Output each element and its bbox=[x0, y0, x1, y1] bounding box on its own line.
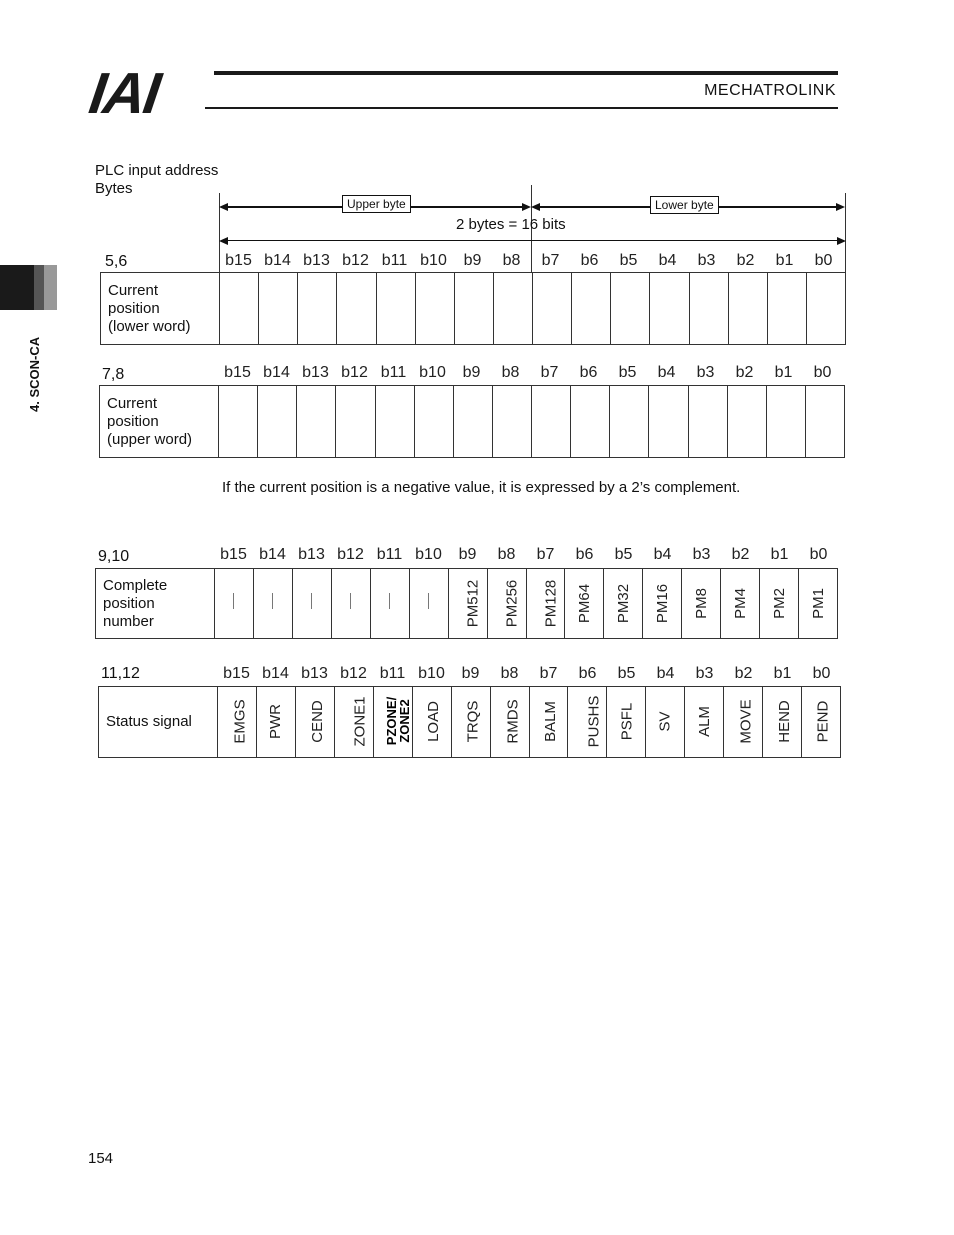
bit-label-row bbox=[214, 546, 838, 564]
bit-cell-b5 bbox=[604, 569, 643, 639]
bit-label-b15: b15 bbox=[225, 252, 252, 269]
negative-value-note: If the current position is a negative value, it is expressed by a 2’s complement. bbox=[222, 479, 741, 496]
register-address: 9,10 bbox=[98, 548, 130, 565]
bit-label-b10: b10 bbox=[415, 546, 442, 563]
total-arrow-left-head bbox=[219, 237, 228, 245]
bit-label-b15: b15 bbox=[224, 364, 251, 381]
signal-label: PM4 bbox=[731, 587, 749, 619]
bit-label-b1: b1 bbox=[775, 252, 794, 269]
bit-cell-b12 bbox=[334, 687, 373, 758]
register-name-line: (lower word) bbox=[108, 317, 191, 335]
bit-label-b8: b8 bbox=[497, 546, 516, 563]
bit-label-b0: b0 bbox=[814, 252, 833, 269]
signal-label: PM256 bbox=[502, 579, 520, 627]
bit-cell-b11 bbox=[370, 569, 409, 639]
bit-label-b5: b5 bbox=[619, 252, 638, 269]
register-table-status-signal bbox=[98, 686, 841, 758]
bit-label-b12: b12 bbox=[340, 665, 367, 682]
bit-label-b2: b2 bbox=[731, 546, 750, 563]
unused-bit-mark bbox=[428, 593, 429, 609]
upper-byte-label: Upper byte bbox=[342, 195, 411, 213]
bit-cell-b13 bbox=[292, 569, 331, 639]
signal-label: PWR bbox=[267, 704, 285, 739]
bit-cell-b3 bbox=[688, 386, 727, 458]
table-row bbox=[96, 569, 838, 639]
upper-byte-arrow-left-head bbox=[219, 203, 228, 211]
upper-byte-arrow-right-head bbox=[522, 203, 531, 211]
signal-label: ALM bbox=[695, 706, 713, 737]
register-name bbox=[99, 687, 218, 758]
bit-label-b12: b12 bbox=[341, 364, 368, 381]
register-name-line: position bbox=[103, 594, 155, 612]
plc-input-address-text: PLC input address bbox=[95, 162, 219, 179]
bit-cell-b0 bbox=[802, 687, 841, 758]
signal-label: MOVE bbox=[737, 699, 755, 744]
bit-cell-b13 bbox=[295, 687, 334, 758]
bit-cell-b15 bbox=[219, 386, 258, 458]
register-name-line: number bbox=[103, 612, 154, 630]
register-address: 7,8 bbox=[102, 366, 125, 383]
bit-cell-b11 bbox=[375, 386, 414, 458]
bit-label-b12: b12 bbox=[337, 546, 364, 563]
bit-label-b7: b7 bbox=[540, 364, 559, 381]
bit-label-b1: b1 bbox=[774, 364, 793, 381]
bit-label-b9: b9 bbox=[463, 252, 482, 269]
signal-label: PEND bbox=[814, 700, 832, 743]
bit-cell-b6 bbox=[568, 687, 607, 758]
total-bits-arrow bbox=[224, 240, 840, 241]
bit-cell-b13 bbox=[297, 386, 336, 458]
bit-cell-b7 bbox=[533, 273, 572, 345]
signal-label: PSFL bbox=[617, 702, 635, 741]
bit-cell-b4 bbox=[649, 386, 688, 458]
bit-label-b2: b2 bbox=[735, 364, 754, 381]
table-row bbox=[99, 687, 841, 758]
bit-cell-b5 bbox=[610, 386, 649, 458]
bit-label-b15: b15 bbox=[220, 546, 247, 563]
register-address: 5,6 bbox=[105, 253, 128, 270]
bit-label-b13: b13 bbox=[301, 665, 328, 682]
bit-label-b2: b2 bbox=[734, 665, 753, 682]
bit-cell-b9 bbox=[453, 386, 492, 458]
signal-label: PM32 bbox=[615, 583, 633, 623]
bit-cell-b15 bbox=[215, 569, 254, 639]
unused-bit-mark bbox=[311, 593, 312, 609]
bit-label-b3: b3 bbox=[697, 252, 716, 269]
bit-label-b6: b6 bbox=[578, 665, 597, 682]
bit-cell-b8 bbox=[492, 386, 531, 458]
signal-label: BALM bbox=[541, 701, 559, 742]
iai-logo: IAI bbox=[85, 61, 163, 126]
bit-cell-b7 bbox=[532, 386, 571, 458]
bit-cell-b12 bbox=[331, 569, 370, 639]
bit-cell-b0 bbox=[799, 569, 838, 639]
bit-cell-b6 bbox=[571, 386, 610, 458]
register-name-line: Status signal bbox=[106, 713, 192, 730]
register-name bbox=[96, 569, 215, 639]
bit-label-b10: b10 bbox=[419, 364, 446, 381]
bit-label-b15: b15 bbox=[223, 665, 250, 682]
register-name-line: Current bbox=[107, 394, 158, 412]
bit-label-b13: b13 bbox=[298, 546, 325, 563]
signal-label: ZONE1 bbox=[351, 696, 369, 747]
bit-label-row bbox=[217, 665, 841, 683]
register-name-line: (upper word) bbox=[107, 430, 193, 448]
bit-label-b1: b1 bbox=[773, 665, 792, 682]
signal-label: HEND bbox=[775, 700, 793, 743]
register-table-complete-position bbox=[95, 568, 838, 639]
page-number: 154 bbox=[88, 1150, 114, 1167]
lower-byte-arrow-left-head bbox=[531, 203, 540, 211]
bit-cell-b2 bbox=[728, 273, 767, 345]
bit-label-b6: b6 bbox=[575, 546, 594, 563]
bit-label-b3: b3 bbox=[696, 364, 715, 381]
bit-cell-b9 bbox=[448, 569, 487, 639]
bit-label-b0: b0 bbox=[812, 665, 831, 682]
signal-label: EMGS bbox=[231, 699, 249, 744]
bit-cell-b14 bbox=[258, 386, 297, 458]
bit-label-b0: b0 bbox=[813, 364, 832, 381]
bit-cell-b3 bbox=[689, 273, 728, 345]
bit-cell-b3 bbox=[685, 687, 724, 758]
signal-label: CEND bbox=[308, 700, 326, 743]
lower-byte-arrow-right-head bbox=[836, 203, 845, 211]
signal-label: PM1 bbox=[809, 587, 827, 619]
bit-label-b8: b8 bbox=[501, 364, 520, 381]
bit-label-b6: b6 bbox=[579, 364, 598, 381]
header-product-label: MECHATROLINK bbox=[704, 82, 836, 99]
bit-cell-b12 bbox=[337, 273, 376, 345]
bit-cell-b13 bbox=[298, 273, 337, 345]
bit-cell-b8 bbox=[487, 569, 526, 639]
bit-label-b14: b14 bbox=[262, 665, 289, 682]
signal-label: PM64 bbox=[576, 583, 594, 623]
lower-byte-label: Lower byte bbox=[650, 196, 719, 214]
signal-label: PM128 bbox=[541, 579, 559, 627]
bit-cell-b7 bbox=[526, 569, 565, 639]
bit-cell-b8 bbox=[490, 687, 529, 758]
bit-label-b9: b9 bbox=[461, 665, 480, 682]
bit-label-b5: b5 bbox=[618, 364, 637, 381]
register-name-line: Current bbox=[108, 281, 159, 299]
bit-cell-b2 bbox=[721, 569, 760, 639]
bit-label-b4: b4 bbox=[653, 546, 672, 563]
bit-label-b5: b5 bbox=[614, 546, 633, 563]
table-row bbox=[100, 386, 845, 458]
bit-label-b13: b13 bbox=[303, 252, 330, 269]
register-name-line: position bbox=[108, 299, 160, 317]
bit-cell-b10 bbox=[409, 569, 448, 639]
bit-cell-b4 bbox=[650, 273, 689, 345]
signal-label: SV bbox=[656, 711, 674, 732]
total-arrow-right-head bbox=[837, 237, 846, 245]
register-table-current-position-lower bbox=[100, 272, 846, 345]
bit-label-b3: b3 bbox=[695, 665, 714, 682]
header-rule-thick bbox=[214, 71, 838, 75]
bit-label-b4: b4 bbox=[658, 252, 677, 269]
bit-label-b8: b8 bbox=[502, 252, 521, 269]
signal-label: LOAD bbox=[424, 701, 442, 742]
bit-label-b4: b4 bbox=[657, 364, 676, 381]
bit-cell-b7 bbox=[529, 687, 568, 758]
bit-label-row bbox=[218, 364, 842, 382]
bit-label-b14: b14 bbox=[263, 364, 290, 381]
bit-cell-b10 bbox=[415, 273, 454, 345]
signal-label: TRQS bbox=[463, 700, 481, 743]
bit-label-b14: b14 bbox=[259, 546, 286, 563]
bit-cell-b6 bbox=[572, 273, 611, 345]
register-name-line: position bbox=[107, 412, 159, 430]
bit-cell-b1 bbox=[760, 569, 799, 639]
header-rule-bottom bbox=[205, 107, 838, 109]
register-name bbox=[101, 273, 220, 345]
bit-cell-b9 bbox=[454, 273, 493, 345]
chapter-tab-label: 4. SCON-CA bbox=[27, 336, 42, 412]
bit-cell-b10 bbox=[412, 687, 451, 758]
bit-cell-b10 bbox=[414, 386, 453, 458]
register-name-line: Complete bbox=[103, 576, 168, 594]
bit-cell-b2 bbox=[724, 687, 763, 758]
signal-label: PZONE/ ZONE2 bbox=[383, 696, 412, 745]
unused-bit-mark bbox=[272, 593, 273, 609]
bit-cell-b5 bbox=[611, 273, 650, 345]
table-row bbox=[101, 273, 846, 345]
bit-label-b13: b13 bbox=[302, 364, 329, 381]
bit-cell-b1 bbox=[763, 687, 802, 758]
signal-label: PM8 bbox=[692, 587, 710, 619]
bit-cell-b8 bbox=[493, 273, 532, 345]
unused-bit-mark bbox=[389, 593, 390, 609]
bit-cell-b1 bbox=[766, 386, 805, 458]
bit-label-b10: b10 bbox=[420, 252, 447, 269]
bit-cell-b9 bbox=[451, 687, 490, 758]
bit-cell-b15 bbox=[218, 687, 257, 758]
bit-label-b5: b5 bbox=[617, 665, 636, 682]
signal-label: RMDS bbox=[504, 699, 522, 744]
bit-cell-b0 bbox=[806, 273, 845, 345]
signal-label: PM16 bbox=[654, 583, 672, 623]
bit-cell-b14 bbox=[253, 569, 292, 639]
signal-label: PM2 bbox=[770, 587, 788, 619]
register-table-current-position-upper bbox=[99, 385, 845, 458]
register-name bbox=[100, 386, 219, 458]
bytes-text: Bytes bbox=[95, 180, 133, 197]
bit-cell-b5 bbox=[607, 687, 646, 758]
bit-label-b6: b6 bbox=[580, 252, 599, 269]
register-address: 11,12 bbox=[101, 665, 140, 682]
bit-cell-b3 bbox=[682, 569, 721, 639]
bit-label-b11: b11 bbox=[380, 364, 407, 381]
bit-cell-b2 bbox=[727, 386, 766, 458]
unused-bit-mark bbox=[233, 593, 234, 609]
byte-boundary-right bbox=[845, 193, 846, 273]
total-bits-label: 2 bytes = 16 bits bbox=[456, 216, 566, 233]
bit-cell-b6 bbox=[565, 569, 604, 639]
bit-cell-b14 bbox=[256, 687, 295, 758]
bit-label-b3: b3 bbox=[692, 546, 711, 563]
bit-cell-b1 bbox=[767, 273, 806, 345]
bit-label-b0: b0 bbox=[809, 546, 828, 563]
plc-address-label bbox=[95, 162, 218, 198]
chapter-tab-marker bbox=[0, 265, 57, 310]
bit-label-row bbox=[219, 252, 843, 270]
signal-label: PUSHS bbox=[585, 695, 603, 748]
bit-label-b12: b12 bbox=[342, 252, 369, 269]
bit-cell-b4 bbox=[643, 569, 682, 639]
bit-label-b14: b14 bbox=[264, 252, 291, 269]
bit-label-b9: b9 bbox=[458, 546, 477, 563]
signal-label: PM512 bbox=[463, 579, 481, 627]
bit-cell-b11 bbox=[373, 687, 412, 758]
bit-cell-b4 bbox=[646, 687, 685, 758]
bit-label-b11: b11 bbox=[379, 665, 406, 682]
bit-label-b8: b8 bbox=[500, 665, 519, 682]
bit-label-b7: b7 bbox=[536, 546, 555, 563]
bit-label-b4: b4 bbox=[656, 665, 675, 682]
bit-cell-b12 bbox=[336, 386, 375, 458]
bit-label-b10: b10 bbox=[418, 665, 445, 682]
bit-cell-b14 bbox=[259, 273, 298, 345]
bit-cell-b15 bbox=[220, 273, 259, 345]
bit-label-b2: b2 bbox=[736, 252, 755, 269]
bit-label-b7: b7 bbox=[541, 252, 560, 269]
unused-bit-mark bbox=[350, 593, 351, 609]
bit-label-b11: b11 bbox=[381, 252, 408, 269]
bit-cell-b11 bbox=[376, 273, 415, 345]
bit-label-b11: b11 bbox=[376, 546, 403, 563]
bit-label-b1: b1 bbox=[770, 546, 789, 563]
bit-label-b7: b7 bbox=[539, 665, 558, 682]
bit-cell-b0 bbox=[805, 386, 844, 458]
bit-label-b9: b9 bbox=[462, 364, 481, 381]
